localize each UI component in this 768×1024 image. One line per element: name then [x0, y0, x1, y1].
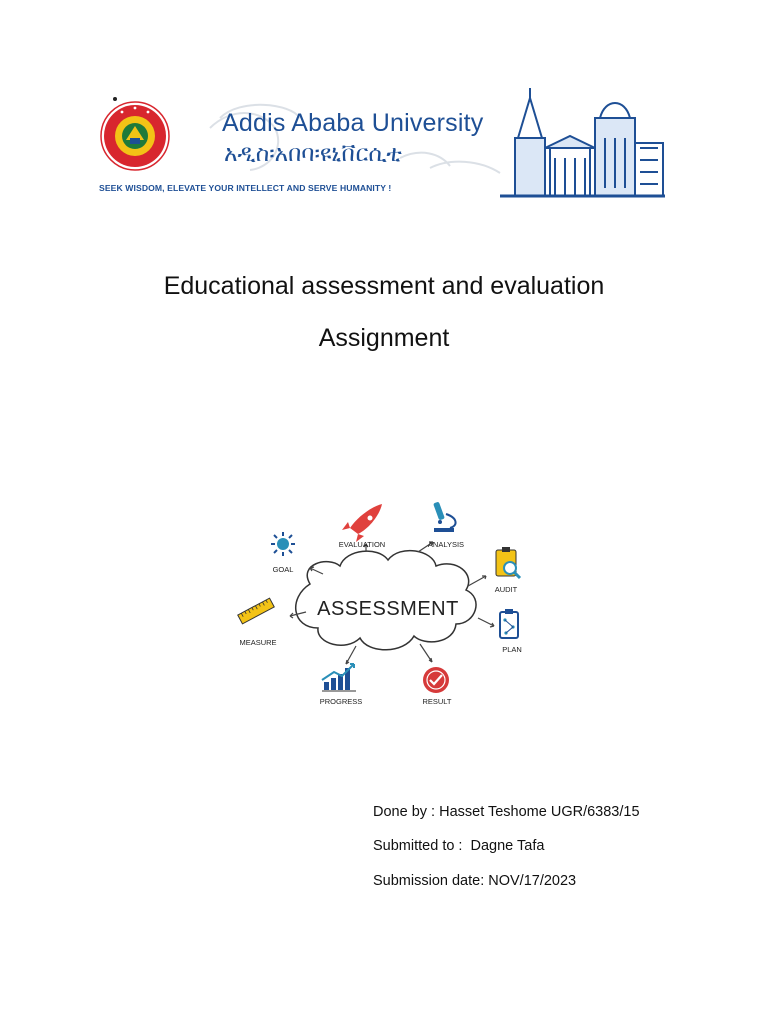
microscope-icon	[433, 502, 455, 532]
ruler-icon	[238, 598, 274, 624]
result-label: RESULT	[422, 697, 452, 706]
building-illustration	[500, 88, 665, 196]
assessment-center-label: ASSESSMENT	[317, 598, 459, 620]
submitted-to-line: Submitted to : Dagne Tafa	[373, 838, 545, 854]
university-motto: SEEK WISDOM, ELEVATE YOUR INTELLECT AND SERVE HUMANITY !	[99, 183, 392, 193]
measure-label: MEASURE	[239, 638, 277, 647]
checkmark-badge-icon	[423, 667, 449, 693]
evaluation-label: EVALUATION	[338, 540, 386, 549]
done-by-line: Done by : Hasset Teshome UGR/6383/15	[373, 804, 640, 820]
clipboard-magnifier-icon	[496, 547, 520, 578]
progress-label: PROGRESS	[319, 697, 363, 706]
audit-label: AUDIT	[494, 585, 518, 594]
plan-label: PLAN	[502, 645, 522, 654]
assessment-diagram	[228, 494, 538, 716]
rocket-icon	[342, 504, 382, 542]
goal-label: GOAL	[272, 565, 294, 574]
bar-chart-icon	[322, 664, 356, 691]
plan-clipboard-icon	[500, 609, 518, 638]
document-title: Educational assessment and evaluation	[163, 272, 605, 300]
university-seal-logo	[101, 102, 169, 170]
university-name-english: Addis Ababa University	[222, 109, 484, 137]
analysis-label: ANALYSIS	[427, 540, 465, 549]
goal-icon	[271, 532, 295, 556]
document-subtitle: Assignment	[318, 324, 450, 352]
submission-date-line: Submission date: NOV/17/2023	[373, 873, 577, 889]
university-name-amharic: አዲስ፡አበባ፡ዩኒቨርሲቲ	[224, 141, 402, 167]
